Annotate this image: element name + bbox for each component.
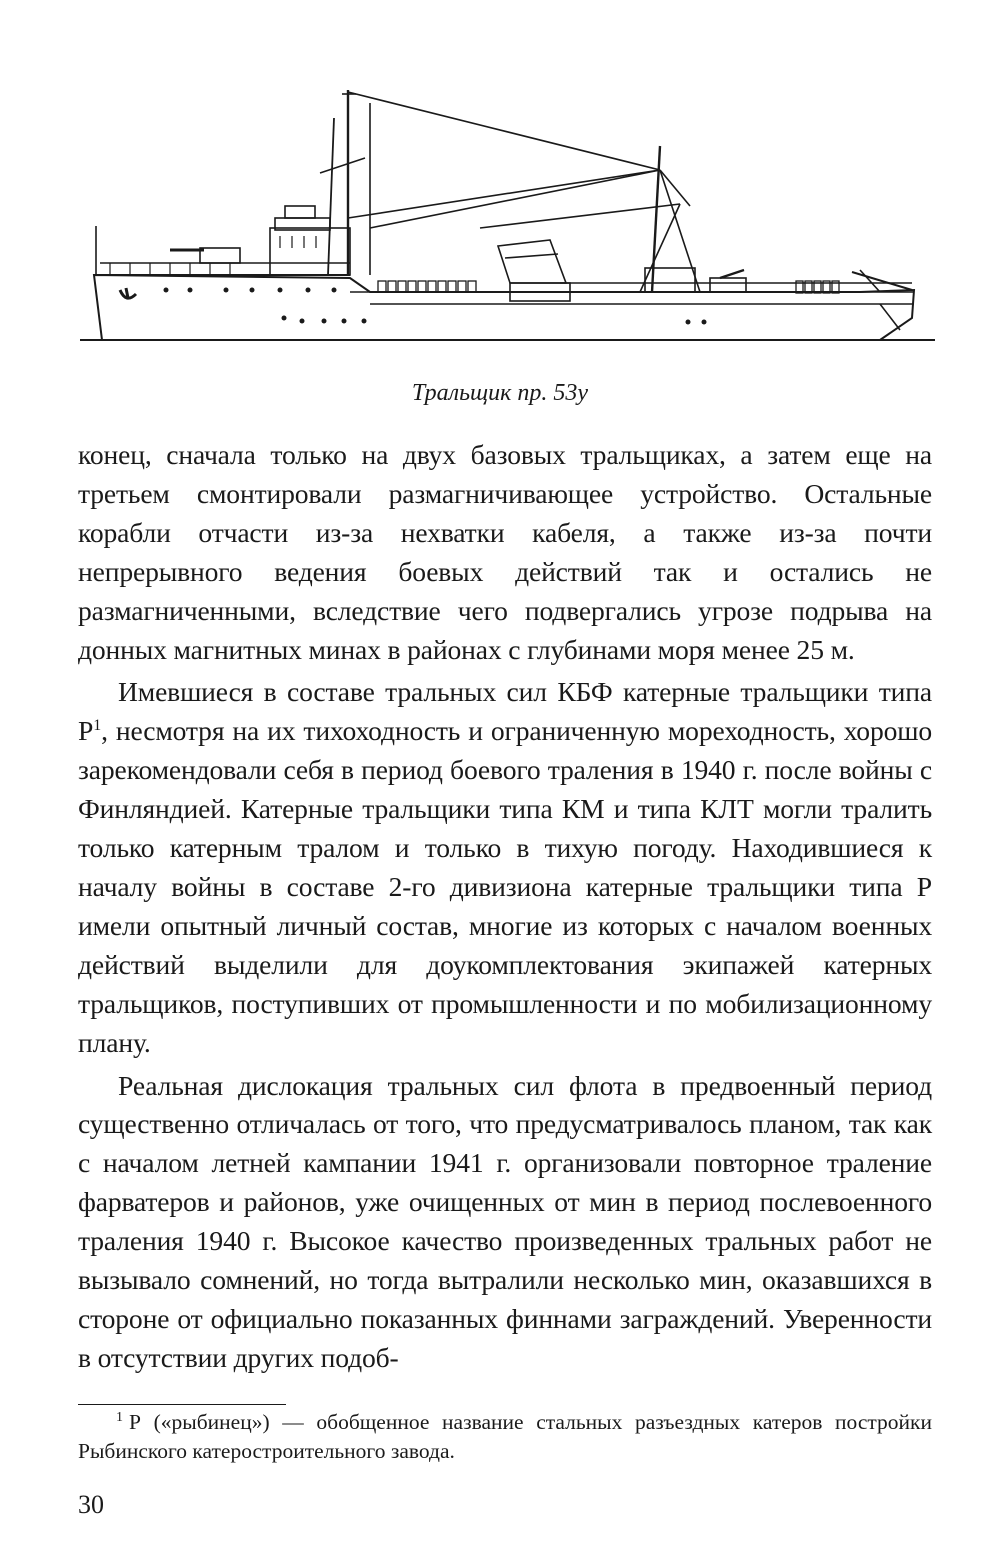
paragraph-2 — [78, 673, 932, 1062]
footnote-divider — [78, 1404, 286, 1405]
forward-gun — [200, 248, 240, 263]
anchor-mark — [120, 288, 136, 298]
footnote — [78, 1408, 932, 1466]
paravanes — [378, 281, 476, 292]
aft-crane — [852, 272, 912, 290]
paragraph-3: Реальная дислокация тральных сил флота в предвоенный период существенно отличалась от того, что предусматривалось планом, так как с началом летней кампании 1941 г. организовали повторное траление фарватеров и районов, уже очищенных от мин в период послевоенного траления 1940 г. Высокое качество произведенных тральных работ не вызывало сомнений, но тогда вытралили несколько мин, оказавшихся в стороне от официально показанных финнами заграждений. Уверенности в отсутствии других подоб- — [78, 1069, 932, 1373]
hull — [94, 275, 914, 340]
body-text — [78, 436, 932, 1382]
page-number: 30 — [78, 1490, 104, 1519]
minesweeper-drawing — [80, 78, 935, 350]
funnel — [498, 240, 566, 283]
figure-caption: Тральщик пр. 53у — [411, 380, 589, 406]
paragraph-2-start: Имевшиеся в составе тральных сил КБФ катерные тральщики типа Р — [78, 676, 932, 747]
footnote-reference[interactable]: 1 — [93, 717, 102, 735]
footnote-text: Р («рыбинец») — обобщенное название стальных разъездных катеров постройки Рыбинского катеростроительного завода. — [78, 1410, 932, 1463]
footnote-mark: 1 — [116, 1410, 123, 1425]
bridge — [270, 228, 350, 275]
paragraph-1: конец, сначала только на двух базовых тральщиках, а затем еще на третьем смонтировали размагничивающее устройство. Остальные корабли отчасти из-за нехватки кабеля, а также из-за почти непрерывного ведения боевых действий так и остались не размагниченными, вследствие чего подвергались угрозе подрыва на донных магнитных минах в районах с глубинами моря менее 25 м. — [78, 439, 932, 665]
paragraph-2-rest: , несмотря на их тихоходность и ограниченную мореходность, хорошо зарекомендовали себя в период боевого траления в 1940 г. после войны с Финляндией. Катерные тральщики типа КМ и типа КЛТ могли тралить только катерным тралом и только в тихую погоду. Находившиеся к началу войны в составе 2-го дивизиона катерные тральщики типа Р имели опытный личный состав, многие из которых с началом военных действий выделили для доукомплектования экипажей катерных тральщиков, поступивших от промышленности и по мобилизационному плану. — [78, 715, 932, 1058]
portholes — [164, 288, 707, 325]
